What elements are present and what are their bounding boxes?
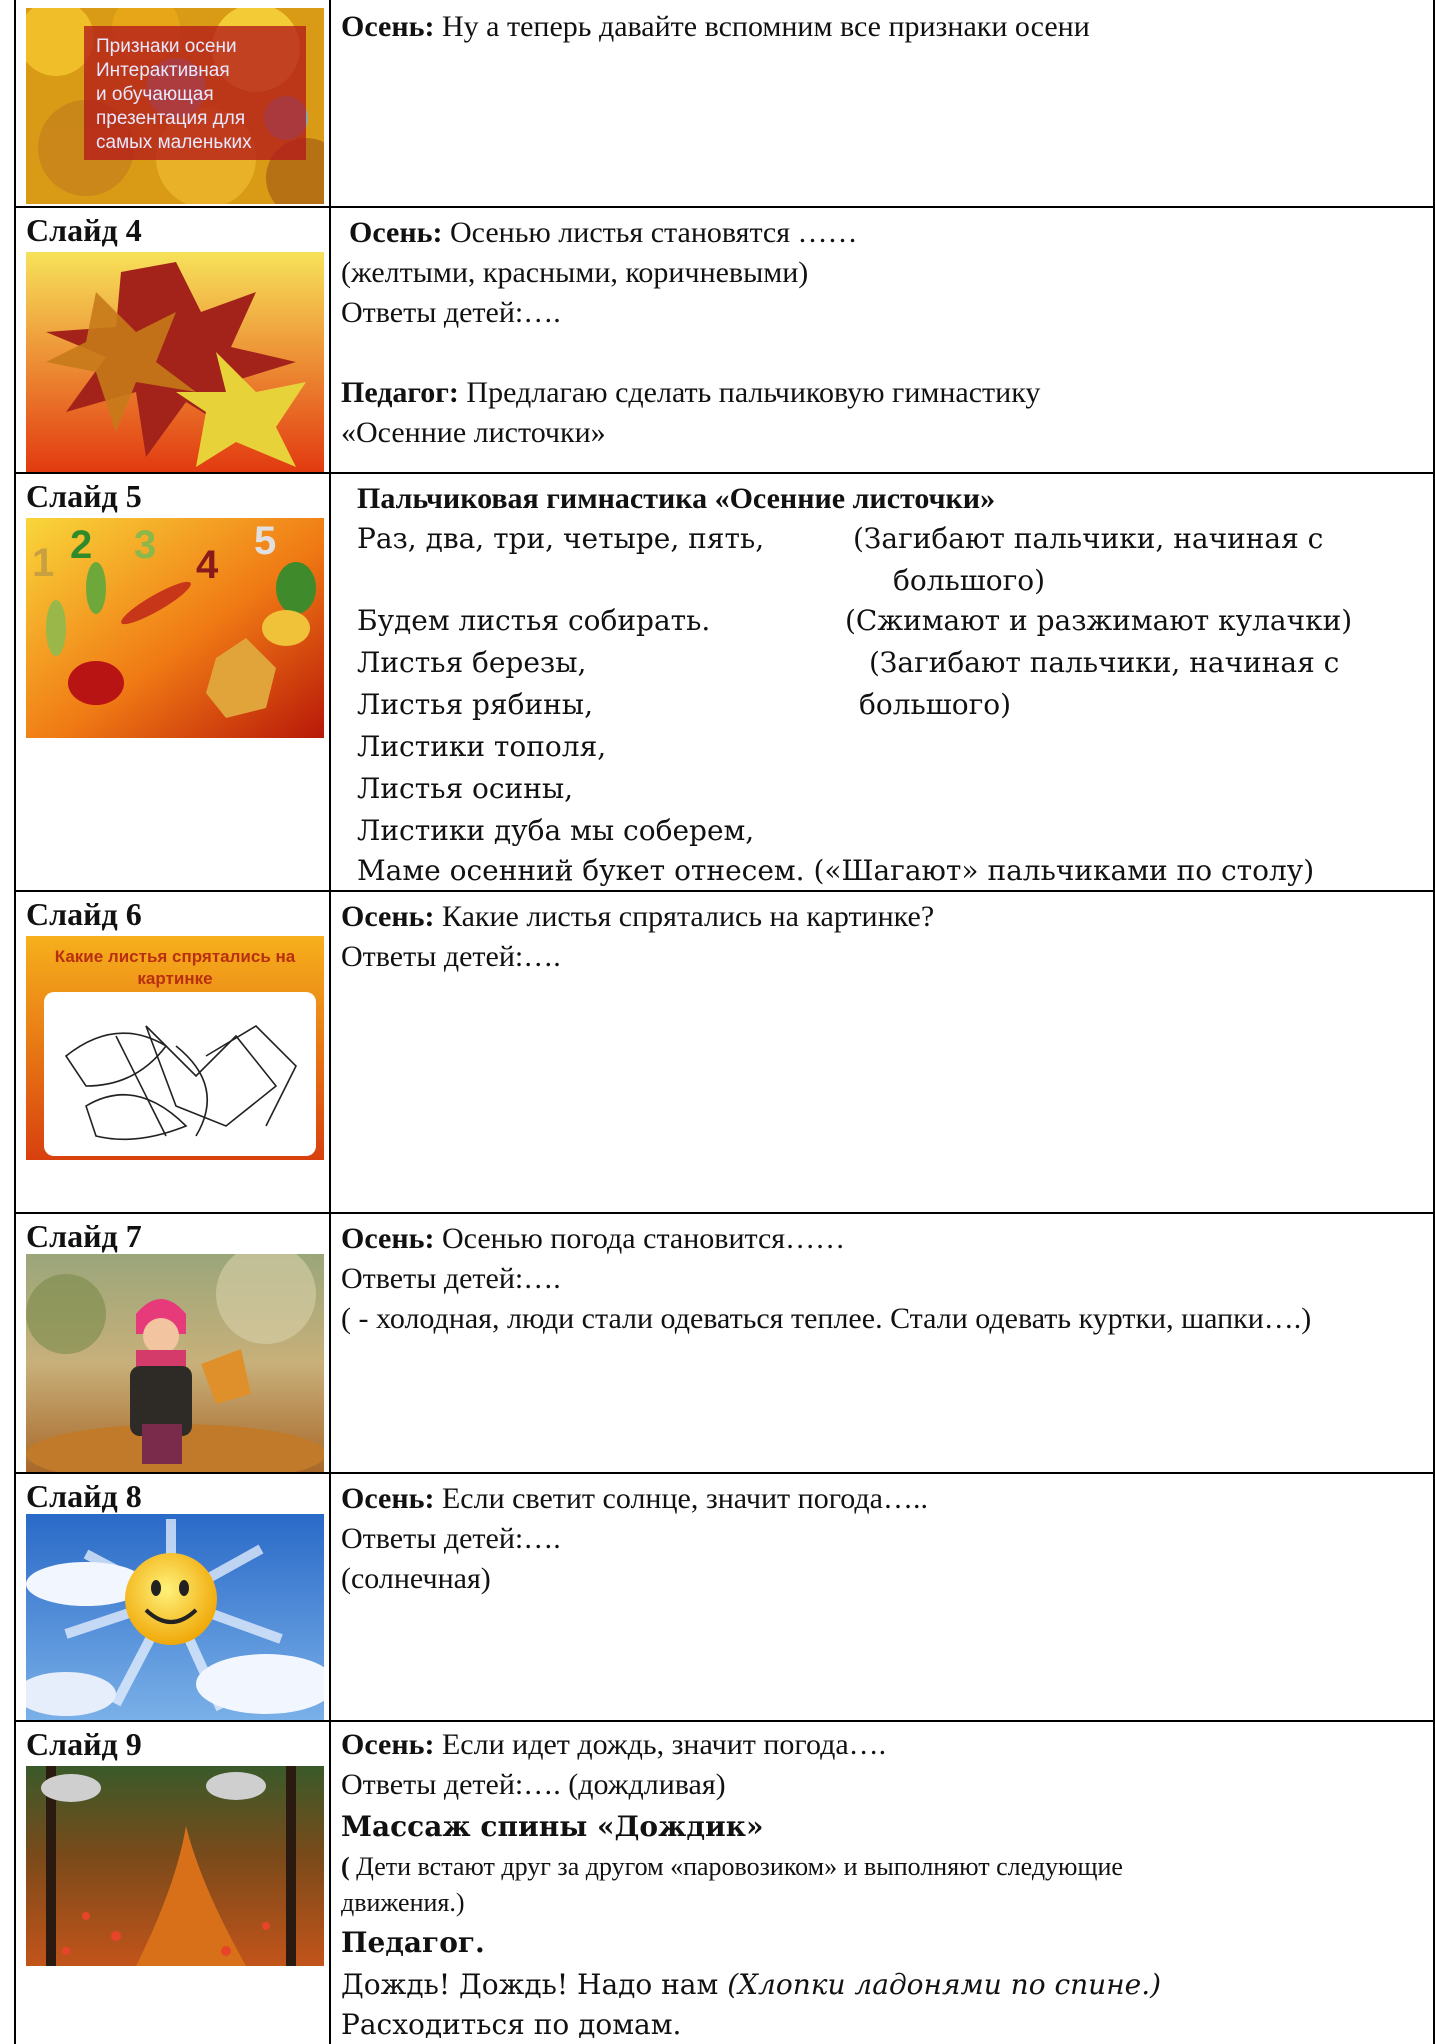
text-line: Ответы детей:….	[341, 1522, 561, 1555]
text-line: движения.)	[341, 1888, 465, 1917]
text-cell	[331, 0, 1433, 206]
slide-cell	[16, 892, 331, 1212]
maple-leaves-image	[26, 252, 324, 472]
poem-line: Раз, два, три, четыре, пять,	[357, 522, 765, 555]
slide-cell	[16, 1214, 331, 1472]
table-row	[14, 474, 1435, 892]
poem-action: (Загибают пальчики, начиная с	[869, 646, 1340, 679]
text-cell	[331, 892, 1433, 1212]
poem-line: Будем листья собирать.	[357, 604, 711, 637]
slide-thumbnail	[26, 1254, 324, 1472]
counting-leaves-image	[26, 518, 324, 738]
text-cell	[331, 1474, 1433, 1720]
slide-number: 1	[32, 541, 55, 585]
cover-title-line: Интерактивная	[96, 60, 230, 81]
cover-title-line: и обучающая	[96, 84, 214, 105]
table-row	[14, 1474, 1435, 1722]
table-row	[14, 208, 1435, 474]
slide-cell	[16, 208, 331, 472]
slide-number: 2	[70, 523, 93, 567]
slide-label: Слайд 7	[26, 1218, 142, 1254]
child-autumn-photo	[26, 1254, 324, 1472]
poem-line: Листики дуба мы соберем,	[357, 814, 755, 847]
table-row	[14, 0, 1435, 208]
thumb-caption: Какие листья спрятались на картинке	[54, 947, 296, 988]
poem-action: большого)	[893, 564, 1046, 597]
text-cell	[331, 208, 1433, 472]
cover-title-line: презентация для	[96, 108, 246, 129]
text-cell	[331, 474, 1433, 890]
slide-cell	[16, 0, 331, 206]
text-line: Педагог: Предлагаю сделать пальчиковую гимнастику	[341, 376, 1041, 409]
teacher-label: Педагог.	[341, 1926, 485, 1959]
slide-label: Слайд 6	[26, 896, 142, 932]
exercise-heading: Пальчиковая гимнастика «Осенние листочки»	[357, 482, 996, 515]
text-line: Осень: Если идет дождь, значит погода….	[341, 1728, 887, 1761]
text-line: Ответы детей:….	[341, 296, 561, 329]
text-cell	[331, 1722, 1433, 2044]
cover-title-line: Признаки осени	[96, 36, 237, 57]
poem-line: Листья осины,	[357, 772, 574, 805]
rainy-forest-image	[26, 1766, 324, 1966]
slide-thumbnail	[26, 1766, 324, 1966]
text-line: Осень: Ну а теперь давайте вспомним все признаки осени	[341, 10, 1090, 43]
massage-heading: Массаж спины «Дождик»	[341, 1810, 764, 1843]
text-line: ( - холодная, люди стали одеваться теплее. Стали одевать куртки, шапки….)	[341, 1302, 1312, 1335]
text-line: Расходиться по домам.	[341, 2008, 682, 2041]
text-line: Ответы детей:…. (дождливая)	[341, 1768, 726, 1801]
slide-number: 4	[196, 543, 219, 587]
slide-label: Слайд 5	[26, 478, 142, 514]
poem-line: Листики тополя,	[357, 730, 607, 763]
text-line: Осень: Если светит солнце, значит погода…..	[341, 1482, 928, 1515]
slide-thumbnail	[26, 1514, 324, 1720]
text-line: Осень: Какие листья спрятались на картинке?	[341, 900, 935, 933]
table-row	[14, 1214, 1435, 1474]
poem-line: Листья березы,	[357, 646, 587, 679]
smiling-sun-image	[26, 1514, 324, 1720]
slide-label: Слайд 9	[26, 1726, 142, 1762]
slide-number: 5	[254, 519, 277, 563]
autumn-leaves-image	[26, 8, 324, 204]
poem-action: (Сжимают и разжимают кулачки)	[845, 604, 1353, 637]
slide-thumbnail	[26, 252, 324, 472]
text-line: Осень: Осенью листья становятся ……	[349, 216, 858, 249]
text-line: «Осенние листочки»	[341, 416, 606, 449]
table-row	[14, 1722, 1435, 2044]
text-line: (желтыми, красными, коричневыми)	[341, 256, 809, 289]
cover-slide-thumbnail	[26, 8, 324, 204]
slide-thumbnail	[26, 936, 324, 1160]
poem-line: Листья рябины,	[357, 688, 593, 721]
slide-cell	[16, 1722, 331, 2044]
text-line: Дождь! Дождь! Надо нам (Хлопки ладонями по спине.)	[341, 1968, 1162, 2001]
poem-line: Маме осенний букет отнесем. («Шагают» пальчиками по столу)	[357, 854, 1315, 887]
slide-cell	[16, 1474, 331, 1720]
slide-cell	[16, 474, 331, 890]
text-line: Осень: Осенью погода становится……	[341, 1222, 846, 1255]
slide-thumbnail	[26, 518, 324, 738]
text-line: ( Дети встают друг за другом «паровозиком» и выполняют следующие	[341, 1852, 1123, 1881]
poem-action: большого)	[859, 688, 1012, 721]
slide-label: Слайд 8	[26, 1478, 142, 1514]
slide-label: Слайд 4	[26, 212, 142, 248]
text-line: Ответы детей:….	[341, 1262, 561, 1295]
text-cell	[331, 1214, 1433, 1472]
cover-title-line: самых маленьких	[96, 132, 252, 153]
text-line: (солнечная)	[341, 1562, 491, 1595]
text-line: Ответы детей:….	[341, 940, 561, 973]
slide-number: 3	[134, 523, 157, 567]
poem-action: (Загибают пальчики, начиная с	[853, 522, 1324, 555]
table-row	[14, 892, 1435, 1214]
